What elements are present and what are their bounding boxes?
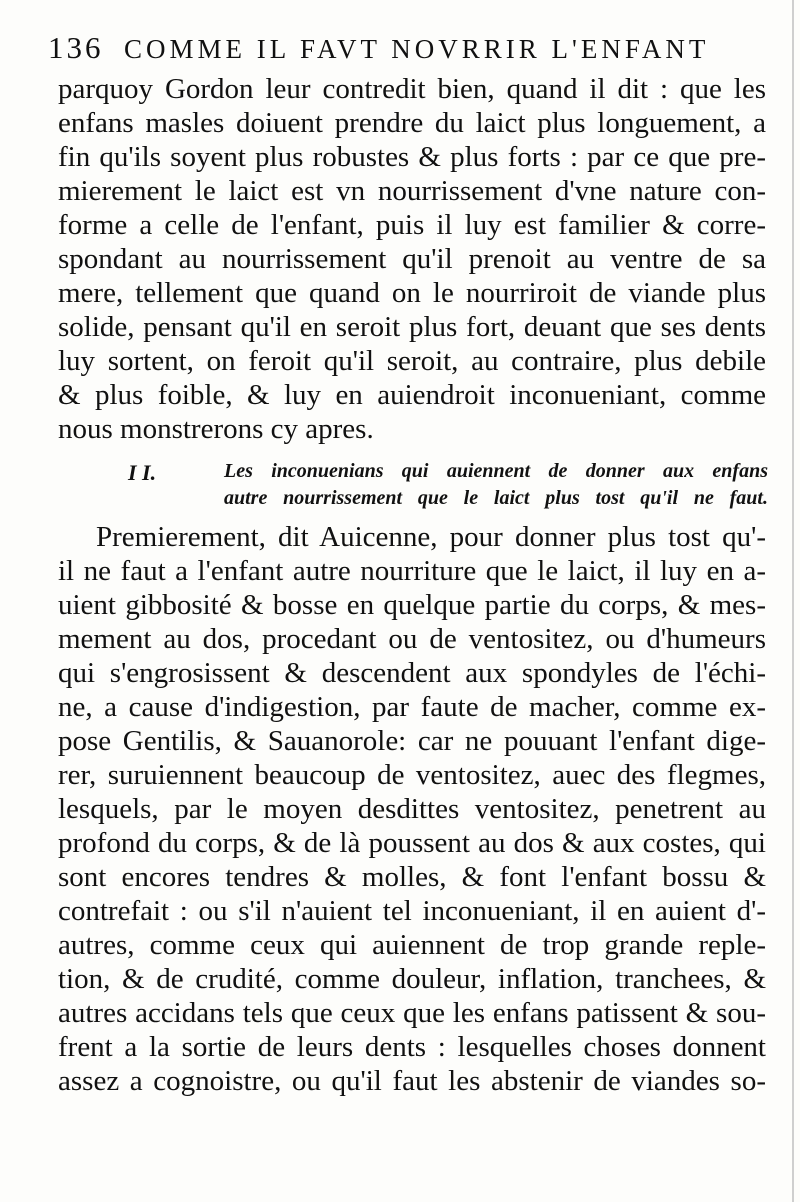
section-title-line: Les inconuenians qui auiennent de donner aux enfans xyxy=(224,460,768,482)
text-line: il ne faut a l'enfant autre nourriture que le laict, il luy en a- xyxy=(58,555,766,587)
text-line: assez a cognoistre, ou qu'il faut les abstenir de viandes so- xyxy=(58,1065,766,1097)
text-line: fin qu'ils soyent plus robustes & plus forts : par ce que pre- xyxy=(58,141,766,173)
text-line: spondant au nourrissement qu'il prenoit au ventre de sa xyxy=(58,243,766,275)
text-line: parquoy Gordon leur contredit bien, quand il dit : que les xyxy=(58,73,766,105)
text-line: solide, pensant qu'il en seroit plus fort, deuant que ses dents xyxy=(58,311,766,343)
text-line: nous monstrerons cy apres. xyxy=(58,413,374,445)
page-edge-divider xyxy=(792,0,794,1202)
text-line: pose Gentilis, & Sauanorole: car ne pouuant l'enfant dige- xyxy=(58,725,766,757)
text-line: mement au dos, procedant ou de ventositez, ou d'humeurs xyxy=(58,623,766,655)
running-title: COMME IL FAVT NOVRRIR L'ENFANT xyxy=(124,34,710,64)
text-line: profond du corps, & de là poussent au dos & aux costes, qui xyxy=(58,827,766,859)
page-number: 136 xyxy=(48,30,104,65)
text-line: enfans masles doiuent prendre du laict plus longuement, a xyxy=(58,107,766,139)
running-head xyxy=(48,30,768,70)
text-line: tion, & de crudité, comme douleur, inflation, tranchees, & xyxy=(58,963,766,995)
text-line: forme a celle de l'enfant, puis il luy est familier & corre- xyxy=(58,209,766,241)
text-line: luy sortent, on feroit qu'il seroit, au contraire, plus debile xyxy=(58,345,766,377)
text-line: ne, a cause d'indigestion, par faute de macher, comme ex- xyxy=(58,691,766,723)
text-line: & plus foible, & luy en auiendroit inconueniant, comme xyxy=(58,379,766,411)
text-line: mierement le laict est vn nourrissement d'vne nature con- xyxy=(58,175,766,207)
section-number: I I. xyxy=(128,460,157,485)
text-line: frent a la sortie de leurs dents : lesquelles choses donnent xyxy=(58,1031,766,1063)
section-title-line: autre nourrissement que le laict plus tost qu'il ne faut. xyxy=(224,487,768,509)
text-line: autres accidans tels que ceux que les enfans patissent & sou- xyxy=(58,997,766,1029)
text-line: uient gibbosité & bosse en quelque partie du corps, & mes- xyxy=(58,589,766,621)
text-line: qui s'engrosissent & descendent aux spondyles de l'échi- xyxy=(58,657,766,689)
text-line: lesquels, par le moyen desdittes ventositez, penetrent au xyxy=(58,793,766,825)
text-line: Premierement, dit Auicenne, pour donner plus tost qu'- xyxy=(96,521,766,553)
text-line: contrefait : ou s'il n'auient tel inconueniant, il en auient d'- xyxy=(58,895,766,927)
text-line: sont encores tendres & molles, & font l'enfant bossu & xyxy=(58,861,766,893)
text-line: mere, tellement que quand on le nourriroit de viande plus xyxy=(58,277,766,309)
text-line: rer, suruiennent beaucoup de ventositez, auec des flegmes, xyxy=(58,759,766,791)
text-line: autres, comme ceux qui auiennent de trop grande reple- xyxy=(58,929,766,961)
